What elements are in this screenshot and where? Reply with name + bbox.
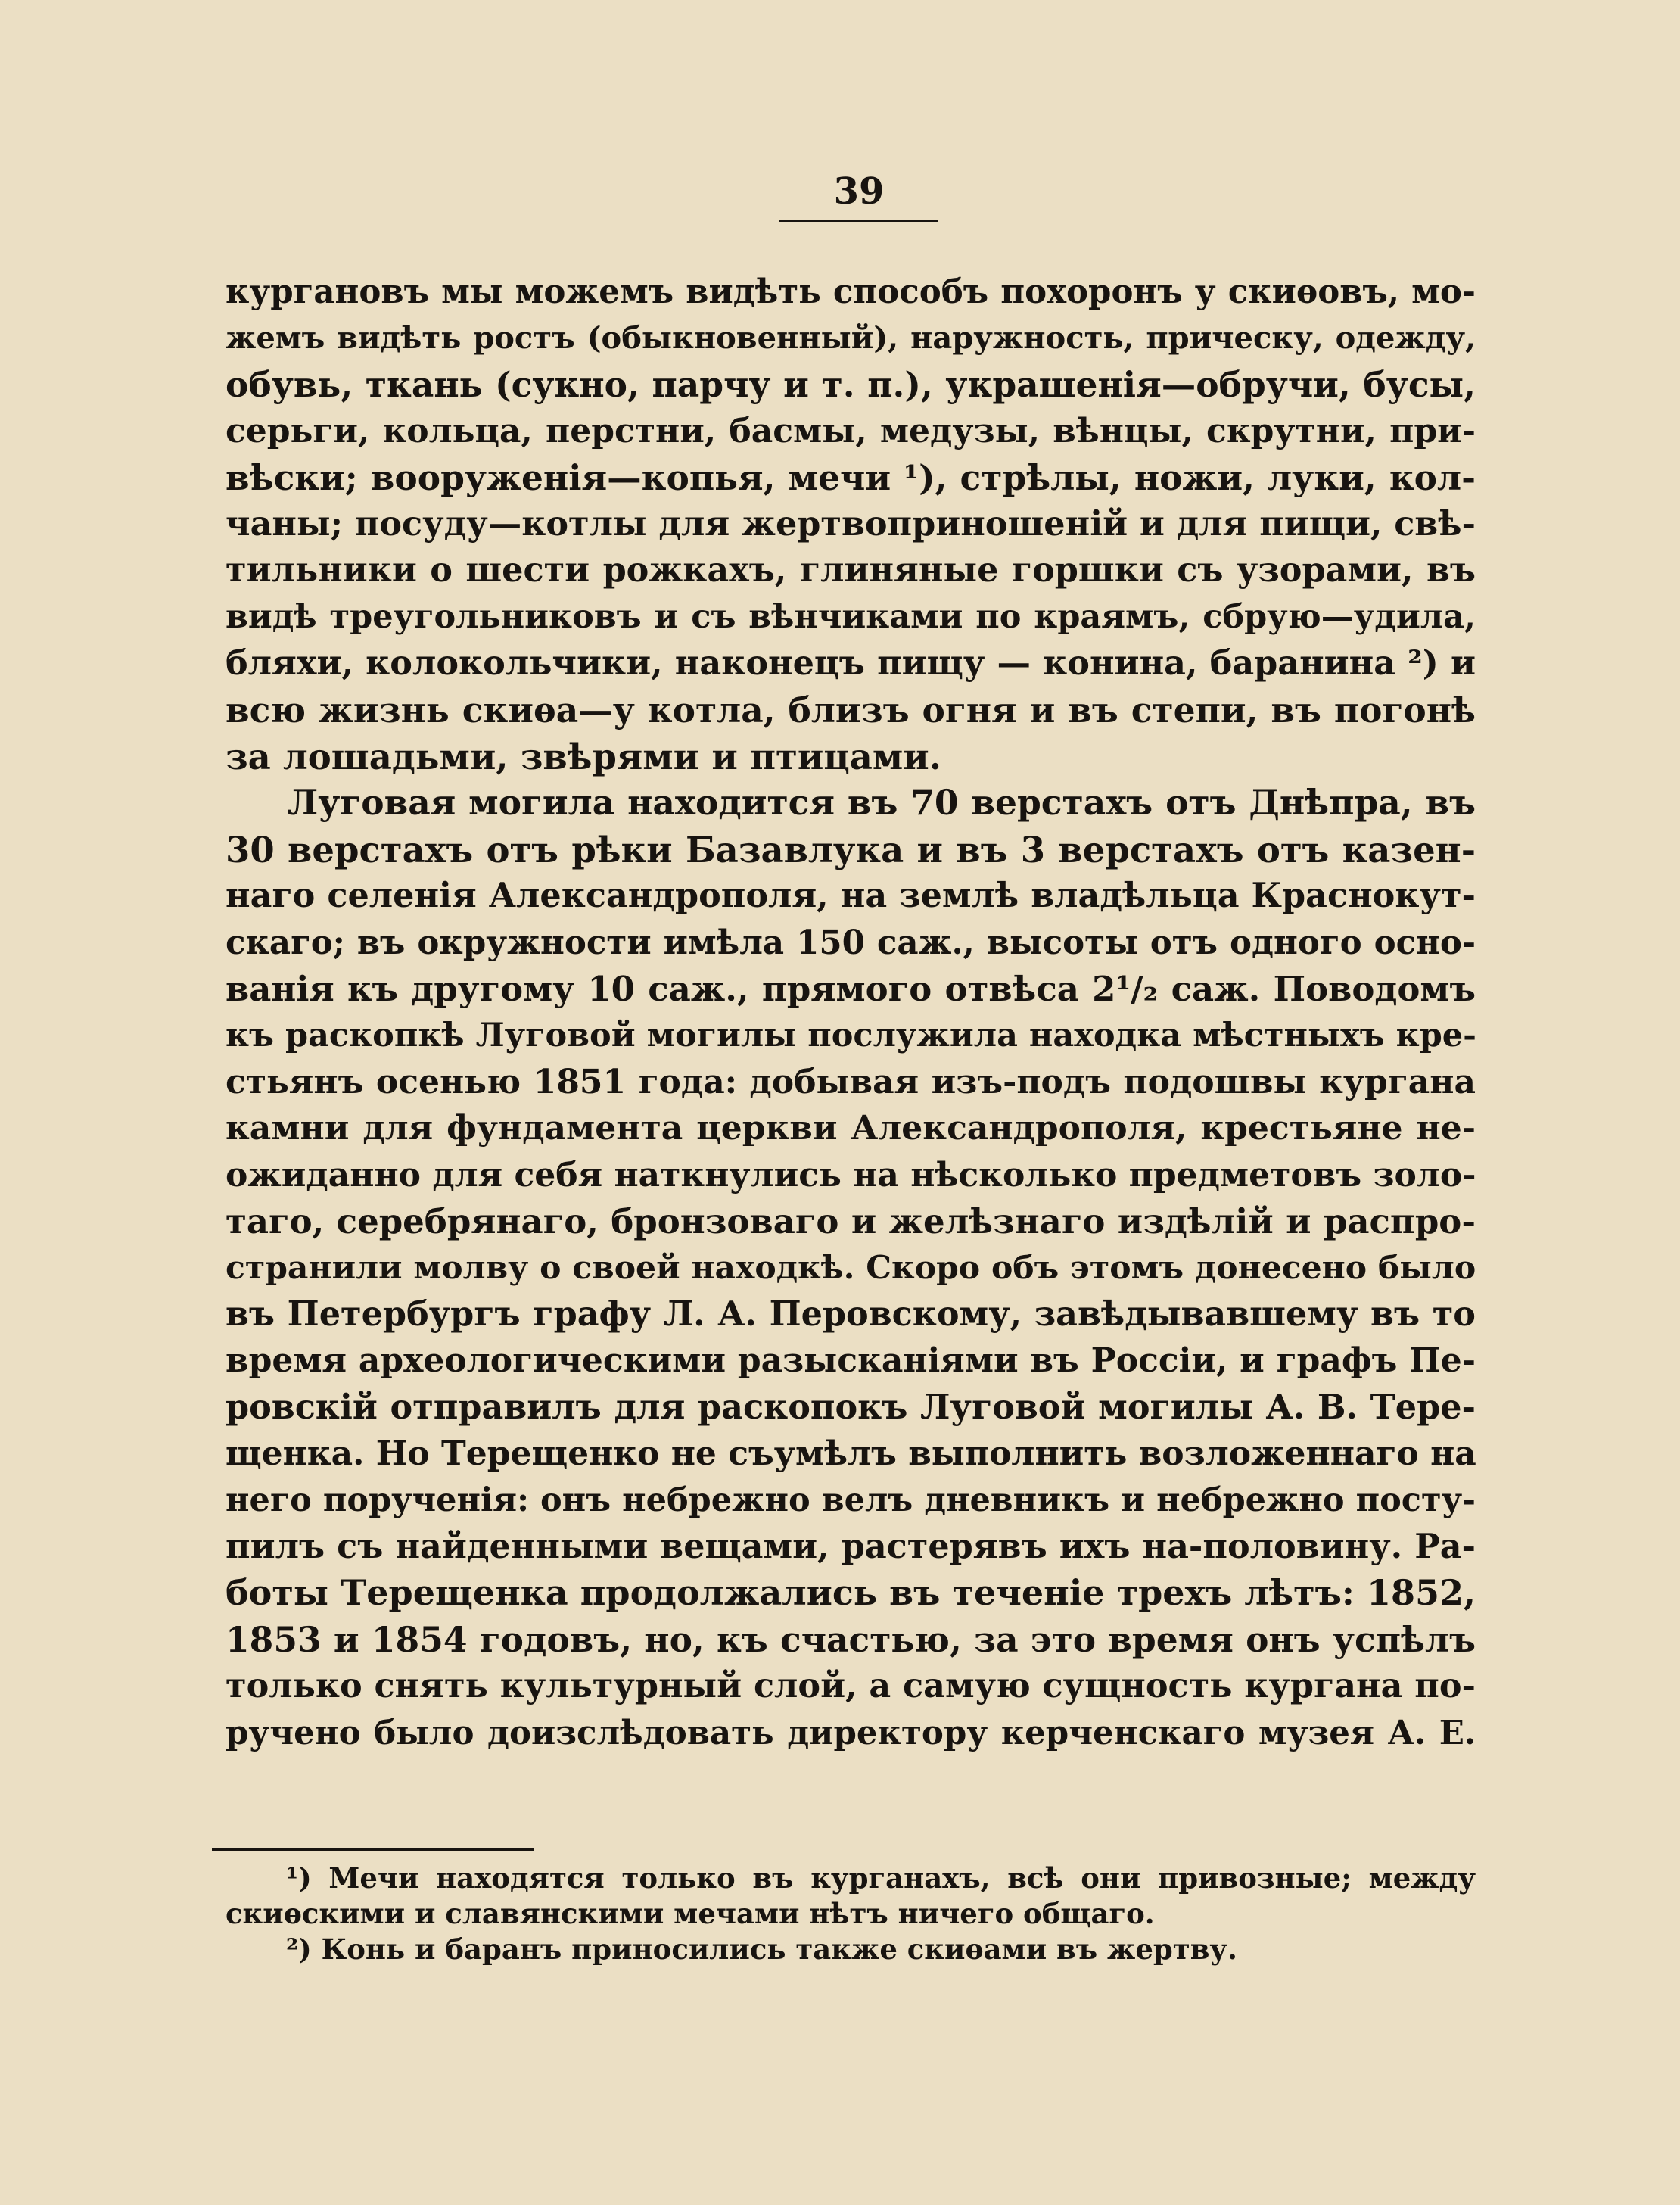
footnote-separator [212, 1848, 534, 1851]
page-number-rule [779, 220, 938, 222]
text-line: пилъ съ найденными вещами, растерявъ ихъ на-половину. Ра- [226, 1526, 1476, 1566]
text-line: за лошадьми, звѣрями и птицами. [226, 736, 941, 778]
text-line: вѣски; вооруженія—копья, мечи ¹), стрѣлы, ножи, луки, кол- [226, 456, 1476, 498]
text-line: ванія къ другому 10 саж., прямого отвѣса 2¹/₂ саж. Поводомъ [226, 969, 1476, 1010]
text-line: боты Терещенка продолжались въ теченіе трехъ лѣтъ: 1852, [226, 1572, 1476, 1614]
text-line: скаго; въ окружности имѣла 150 саж., высоты отъ одного осно- [226, 923, 1476, 962]
footnote-line: ²) Конь и баранъ приносились также скиѳами въ жертву. [286, 1932, 1237, 1966]
footnote-line: скиѳскими и славянскими мечами нѣтъ ничего общаго. [226, 1897, 1155, 1930]
footnote-2 [226, 1932, 1476, 1967]
text-line: жемъ видѣть ростъ (обыкновенный), наружность, прическу, одежду, [226, 320, 1476, 357]
text-line: таго, серебрянаго, бронзоваго и желѣзнаго издѣлій и распро- [226, 1201, 1476, 1242]
text-line: въ Петербургъ графу Л. А. Перовскому, завѣдывавшему въ то [226, 1294, 1476, 1334]
paragraph-2 [226, 780, 1476, 1756]
text-line: 30 верстахъ отъ рѣки Базавлука и въ 3 верстахъ отъ казен- [226, 828, 1476, 870]
footnote-1 [226, 1861, 1476, 1932]
text-line: Луговая могила находится въ 70 верстахъ отъ Днѣпра, въ [288, 782, 1476, 824]
text-line: щенка. Но Терещенко не съумѣлъ выполнить возложеннаго на [226, 1434, 1476, 1474]
text-line: наго селенія Александрополя, на землѣ владѣльца Краснокут- [226, 876, 1476, 916]
text-line: чаны; посуду—котлы для жертвоприношеній и для пищи, свѣ- [226, 504, 1476, 544]
text-line: кургановъ мы можемъ видѣть способъ похоронъ у скиѳовъ, мо- [226, 273, 1476, 311]
paragraph-1 [226, 269, 1476, 780]
text-line: ожиданно для себя наткнулись на нѣсколько предметовъ золо- [226, 1155, 1476, 1194]
footnote-line: ¹) Мечи находятся только въ курганахъ, всѣ они привозные; между [286, 1861, 1476, 1895]
text-line: ручено было доизслѣдовать директору керченскаго музея А. Е. [226, 1713, 1476, 1752]
text-line: обувь, ткань (сукно, парчу и т. п.), украшенія—обручи, бусы, [226, 363, 1476, 405]
text-line: къ раскопкѣ Луговой могилы послужила находка мѣстныхъ кре- [226, 1016, 1477, 1054]
text-line: камни для фундамента церкви Александрополя, крестьяне не- [226, 1109, 1476, 1148]
text-line: видѣ треугольниковъ и съ вѣнчиками по краямъ, сбрую—удила, [226, 597, 1476, 636]
footnotes [226, 1861, 1476, 1967]
text-line: всю жизнь скиѳа—у котла, близъ огня и въ степи, въ погонѣ [226, 689, 1476, 730]
text-line: только снять культурный слой, а самую сущность кургана по- [226, 1666, 1476, 1706]
text-line: серьги, кольца, перстни, басмы, медузы, вѣнцы, скрутни, при- [226, 412, 1476, 451]
text-line: 1853 и 1854 годовъ, но, къ счастью, за это время онъ успѣлъ [226, 1618, 1476, 1660]
text-line: него порученія: онъ небрежно велъ дневникъ и небрежно посту- [226, 1481, 1476, 1519]
text-line: стьянъ осенью 1851 года: добывая изъ-подъ подошвы кургана [226, 1062, 1476, 1101]
page-number: 39 [833, 170, 885, 213]
text-line: тильники о шести рожкахъ, глиняные горшки съ узорами, въ [226, 550, 1476, 590]
text-line: время археологическими разысканіями въ Россіи, и графъ Пе- [226, 1341, 1476, 1381]
text-line: бляхи, колокольчики, наконецъ пищу — конина, баранина ²) и [226, 643, 1476, 684]
text-line: странили молву о своей находкѣ. Скоро объ этомъ донесено было [226, 1248, 1476, 1287]
text-line: ровскій отправилъ для раскопокъ Луговой могилы А. В. Тере- [226, 1387, 1476, 1427]
body-text [226, 269, 1476, 1756]
